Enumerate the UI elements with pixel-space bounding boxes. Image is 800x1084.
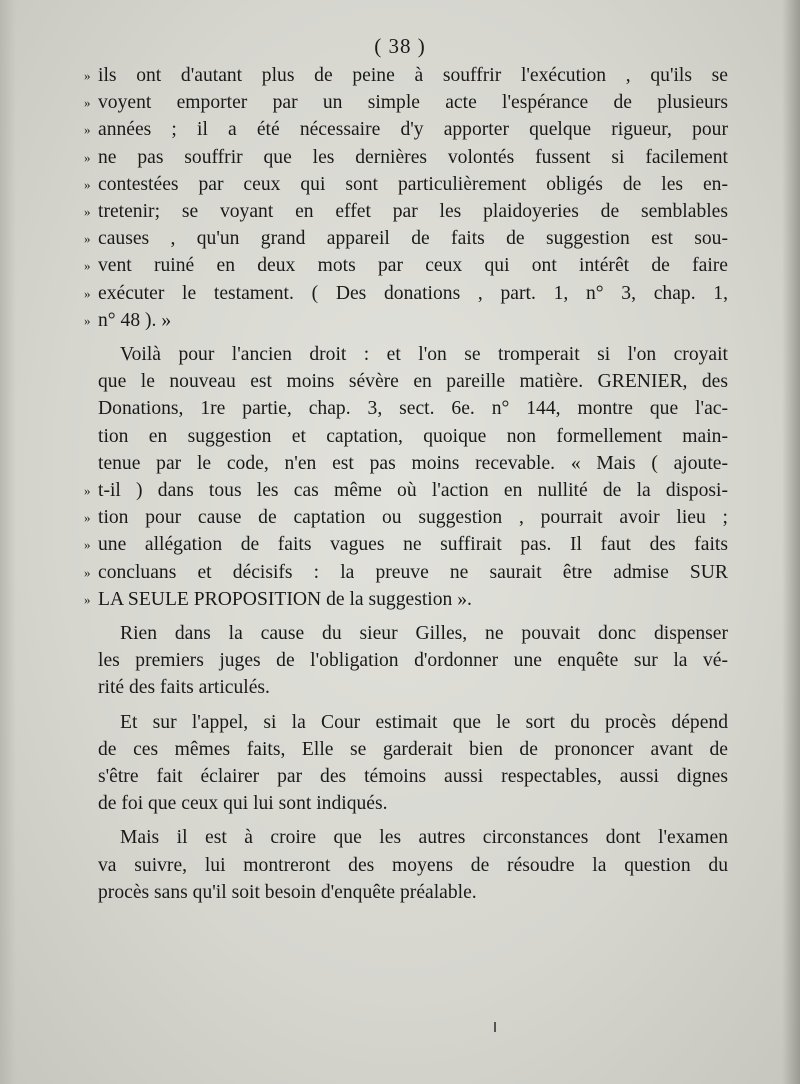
quote-mark: » <box>84 122 90 138</box>
text-line <box>84 307 728 334</box>
ink-mark <box>494 1022 496 1032</box>
text-line <box>84 280 728 307</box>
text-line-content: exécuter le testament. ( Des donations , part. 1, n° 3, chap. 1, <box>98 282 728 304</box>
text-line-content: rité des faits articulés. <box>98 677 270 699</box>
quote-mark: » <box>84 231 90 247</box>
text-line-content: une allégation de faits vagues ne suffirait pas. Il faut des faits <box>98 534 728 556</box>
text-line-content: causes , qu'un grand appareil de faits de suggestion est sou- <box>98 228 728 250</box>
text-line <box>98 852 728 879</box>
quote-mark: » <box>84 510 90 526</box>
text-line <box>98 368 728 395</box>
text-line <box>84 171 728 198</box>
text-line-content: tion en suggestion et captation, quoique non formellement main- <box>98 425 728 447</box>
text-line-content: procès sans qu'il soit besoin d'enquête préalable. <box>98 881 477 903</box>
text-line-content: Donations, 1re partie, chap. 3, sect. 6e. n° 144, montre que l'ac- <box>98 398 728 420</box>
text-line <box>98 736 728 763</box>
quote-mark: » <box>84 591 90 607</box>
text-line <box>98 763 728 790</box>
quote-mark: » <box>84 483 90 499</box>
text-line-content: voyent emporter par un simple acte l'espérance de plusieurs <box>98 92 728 114</box>
body-text <box>84 62 728 913</box>
text-line <box>84 62 728 89</box>
quote-mark: » <box>84 312 90 328</box>
text-line-content: concluans et décisifs : la preuve ne saurait être admise SUR <box>98 561 728 583</box>
text-line <box>84 586 728 613</box>
text-line <box>84 531 728 558</box>
text-line <box>84 198 728 225</box>
quote-mark: » <box>84 564 90 580</box>
quote-mark: » <box>84 95 90 111</box>
text-line-content: Et sur l'appel, si la Cour estimait que le sort du procès dépend <box>120 711 728 733</box>
text-line <box>98 450 728 477</box>
quote-mark: » <box>84 285 90 301</box>
quote-mark: » <box>84 176 90 192</box>
text-line-content: t-il ) dans tous les cas même où l'action en nullité de la disposi- <box>98 480 728 502</box>
text-line <box>98 879 728 906</box>
text-line-content: vent ruiné en deux mots par ceux qui ont intérêt de faire <box>98 255 728 277</box>
quote-mark: » <box>84 68 90 83</box>
text-line-content: années ; il a été nécessaire d'y apporter quelque rigueur, pour <box>98 119 728 141</box>
text-line-content: tretenir; se voyant en effet par les plaidoyeries de semblables <box>98 201 728 223</box>
text-line-content: Mais il est à croire que les autres circonstances dont l'examen <box>120 827 728 849</box>
text-line-content: ils ont d'autant plus de peine à souffrir l'exécution , qu'ils se <box>98 65 728 86</box>
text-line-content: s'être fait éclairer par des témoins aussi respectables, aussi dignes <box>98 766 728 788</box>
text-line-content: de foi que ceux qui lui sont indiqués. <box>98 793 388 815</box>
text-line <box>98 341 728 368</box>
text-line-content: Rien dans la cause du sieur Gilles, ne pouvait donc dispenser <box>120 623 728 645</box>
text-line-content: tion pour cause de captation ou suggestion , pourrait avoir lieu ; <box>98 507 728 529</box>
text-line-content: n° 48 ). » <box>98 309 172 331</box>
text-line <box>98 423 728 450</box>
text-line <box>84 225 728 252</box>
text-line-content: Voilà pour l'ancien droit : et l'on se tromperait si l'on croyait <box>120 344 728 366</box>
text-line <box>84 144 728 171</box>
text-line-content: que le nouveau est moins sévère en pareille matière. GRENIER, des <box>98 371 728 393</box>
text-line <box>84 504 728 531</box>
text-line-content: les premiers juges de l'obligation d'ordonner une enquête sur la vé- <box>98 650 728 672</box>
text-line <box>98 824 728 851</box>
text-line <box>84 89 728 116</box>
text-line <box>98 674 728 701</box>
quote-mark: » <box>84 537 90 553</box>
text-line <box>98 647 728 674</box>
text-line-content: LA SEULE PROPOSITION de la suggestion ». <box>98 588 472 610</box>
text-line <box>98 620 728 647</box>
text-line <box>98 709 728 736</box>
text-line-content: ne pas souffrir que les dernières volontés fussent si facilement <box>98 146 728 168</box>
text-line-content: va suivre, lui montreront des moyens de résoudre la question du <box>98 854 728 876</box>
text-line <box>98 790 728 817</box>
text-line-content: tenue par le code, n'en est pas moins recevable. « Mais ( ajoute- <box>98 452 728 474</box>
text-line <box>84 559 728 586</box>
quote-mark: » <box>84 149 90 165</box>
text-line <box>98 395 728 422</box>
page-edge-shadow-right <box>782 0 800 1084</box>
text-line-content: de ces mêmes faits, Elle se garderait bien de prononcer avant de <box>98 738 728 760</box>
quote-mark: » <box>84 258 90 274</box>
page-edge-shadow-left <box>0 0 16 1084</box>
page-number: ( 38 ) <box>374 34 426 58</box>
text-line <box>84 252 728 279</box>
quote-mark: » <box>84 204 90 220</box>
text-line-content: contestées par ceux qui sont particulièrement obligés de les en- <box>98 173 728 195</box>
text-line <box>84 477 728 504</box>
text-line <box>84 116 728 143</box>
